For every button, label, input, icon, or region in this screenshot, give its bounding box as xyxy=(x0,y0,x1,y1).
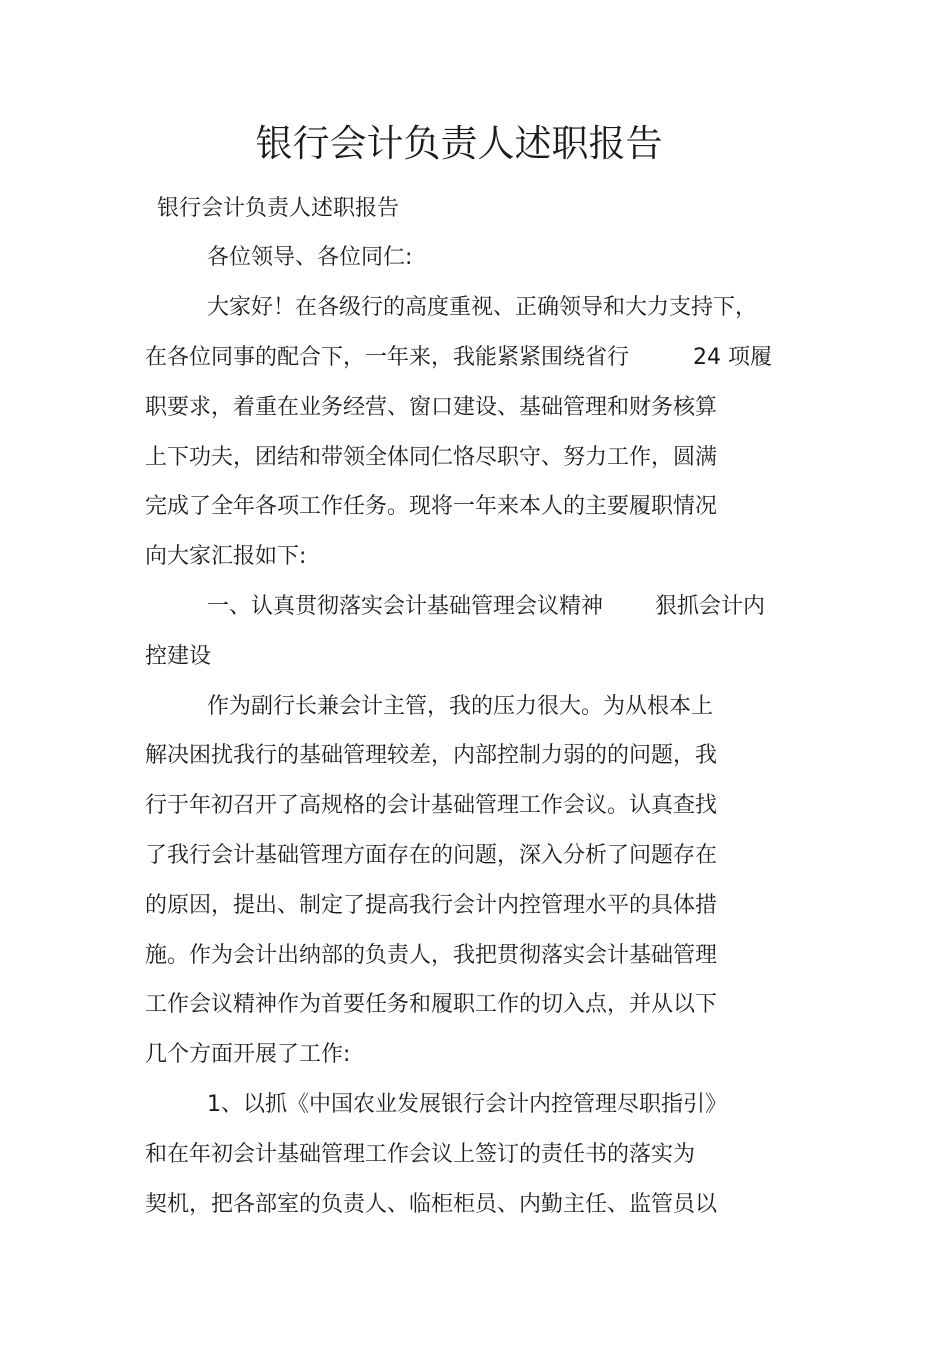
paragraph-line: 上下功夫，团结和带领全体同仁恪尽职守、努力工作，圆满 xyxy=(145,445,718,470)
paragraph-line: 作为副行长兼会计主管，我的压力很大。为从根本上 xyxy=(207,694,714,719)
salutation: 各位领导、各位同仁: xyxy=(207,245,413,270)
paragraph-line: 职要求，着重在业务经营、窗口建设、基础管理和财务核算 xyxy=(145,395,718,420)
paragraph-line: 和在年初会计基础管理工作会议上签订的责任书的落实为 xyxy=(145,1142,696,1167)
paragraph-line xyxy=(145,342,772,374)
section-heading: 控建设 xyxy=(145,644,212,669)
paragraph-line: 完成了全年各项工作任务。现将一年来本人的主要履职情况 xyxy=(145,494,718,519)
paragraph-line: 施。作为会计出纳部的负责人，我把贯彻落实会计基础管理 xyxy=(145,943,718,968)
section-heading-text: 一、认真贯彻落实会计基础管理会议精神 xyxy=(207,594,604,619)
paragraph-line-text: 在各位同事的配合下，一年来，我能紧紧围绕省行 xyxy=(145,345,630,370)
paragraph-line: 的原因，提出、制定了提高我行会计内控管理水平的具体措 xyxy=(145,893,718,918)
paragraph-line: 契机，把各部室的负责人、临柜柜员、内勤主任、监管员以 xyxy=(145,1192,718,1217)
paragraph-line-text: 24 项履 xyxy=(693,345,773,370)
paragraph-line: 行于年初召开了高规格的会计基础管理工作会议。认真查找 xyxy=(145,793,718,818)
section-heading-text: 狠抓会计内 xyxy=(655,594,766,619)
paragraph-line: 了我行会计基础管理方面存在的问题，深入分析了问题存在 xyxy=(145,843,718,868)
document-subtitle: 银行会计负责人述职报告 xyxy=(157,196,400,221)
paragraph-line: 几个方面开展了工作: xyxy=(145,1042,351,1067)
paragraph-line: 大家好！在各级行的高度重视、正确领导和大力支持下， xyxy=(207,295,758,320)
paragraph-line: 向大家汇报如下: xyxy=(145,544,307,569)
paragraph-line: 1、以抓《中国农业发展银行会计内控管理尽职指引》 xyxy=(207,1092,727,1117)
section-heading xyxy=(207,591,765,623)
paragraph-line: 工作会议精神作为首要任务和履职工作的切入点，并从以下 xyxy=(145,992,718,1017)
document-title: 银行会计负责人述职报告 xyxy=(255,122,663,165)
paragraph-line: 解决困扰我行的基础管理较差，内部控制力弱的的问题，我 xyxy=(145,743,718,768)
